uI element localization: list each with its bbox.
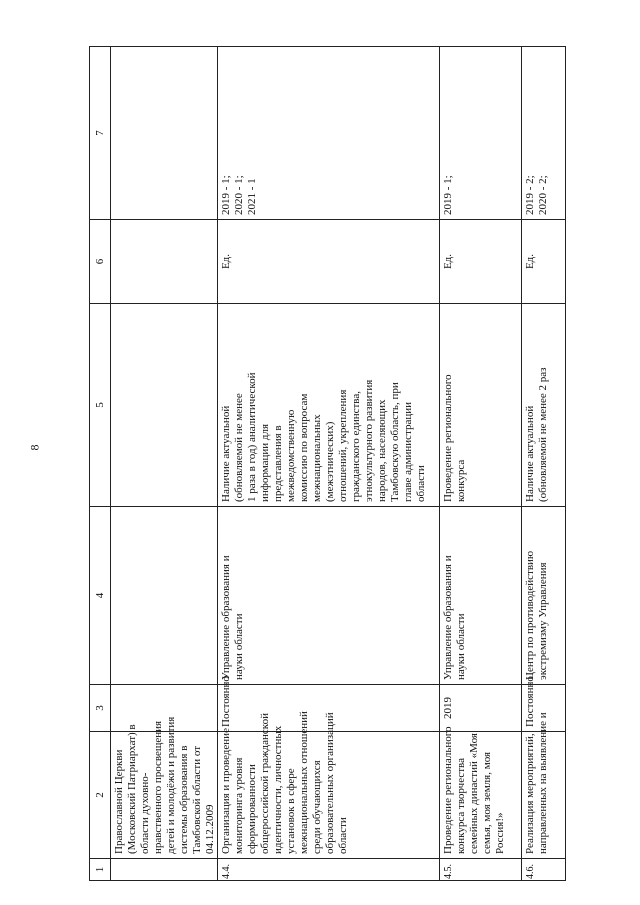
measures-table <box>89 46 566 881</box>
term: Постоянно <box>522 685 566 732</box>
unit: Ед. <box>218 220 440 304</box>
term: 2019 <box>440 685 522 732</box>
header-cell: 5 <box>90 304 111 507</box>
unit <box>111 220 218 304</box>
executor <box>111 507 218 685</box>
executor: Управление образования и науки области <box>440 507 522 685</box>
expected-result: Проведение регионального конкурса <box>440 304 522 507</box>
header-cell: 1 <box>90 859 111 881</box>
indicator-values: 2019 - 1; <box>440 47 522 220</box>
row-number: 4.4. <box>218 859 440 881</box>
unit: Ед. <box>522 220 566 304</box>
header-row <box>90 47 111 881</box>
expected-result: Наличие актуальной (обновляемой не менее 2 раз <box>522 304 566 507</box>
expected-result <box>111 304 218 507</box>
executor: Управление образования и науки области <box>218 507 440 685</box>
rotated-table-wrapper <box>89 47 599 881</box>
indicator-values: 2019 - 2; 2020 - 2; <box>522 47 566 220</box>
document-page <box>89 47 599 881</box>
page-number: 8 <box>27 444 42 451</box>
unit: Ед. <box>440 220 522 304</box>
header-cell: 6 <box>90 220 111 304</box>
measure-name: Проведение регионального конкурса творчества семейных династий «Моя семья, моя земля, моя Россия!» <box>440 732 522 859</box>
header-cell: 4 <box>90 507 111 685</box>
indicator-values <box>111 47 218 220</box>
header-cell: 2 <box>90 732 111 859</box>
table-row <box>440 47 522 881</box>
measure-name: Православной Церкви (Московский Патриархат) в области духовно- нравственного просвещения детей и молодёжи и развития системы образования в Тамбовской области от 04.12.2009 <box>111 732 218 859</box>
row-number <box>111 859 218 881</box>
header-cell: 7 <box>90 47 111 220</box>
row-number: 4.6. <box>522 859 566 881</box>
expected-result: Наличие актуальной (обновляемой не менее 1 раза в год) аналитической информации для представления в межведомственную комиссию по вопросам межнациональных (межэтнических) отношений, укрепления гражданского единства, этнокультурного развития народов, населяющих Тамбовскую область, при главе администрации области <box>218 304 440 507</box>
term: Постоянно <box>218 685 440 732</box>
table-row <box>111 47 218 881</box>
row-number: 4.5. <box>440 859 522 881</box>
header-cell: 3 <box>90 685 111 732</box>
indicator-values: 2019 - 1; 2020 - 1; 2021 - 1 <box>218 47 440 220</box>
measure-name: Реализация мероприятий, направленных на выявление и <box>522 732 566 859</box>
executor: Центр по противодействию экстремизму Управления <box>522 507 566 685</box>
measure-name: Организация и проведение мониторинга уровня сформированности общероссийской гражданской идентичности, личностных установок в сфере межнациональных отношений среди обучающихся образовательных организаций области <box>218 732 440 859</box>
table-row <box>522 47 566 881</box>
table-row <box>218 47 440 881</box>
